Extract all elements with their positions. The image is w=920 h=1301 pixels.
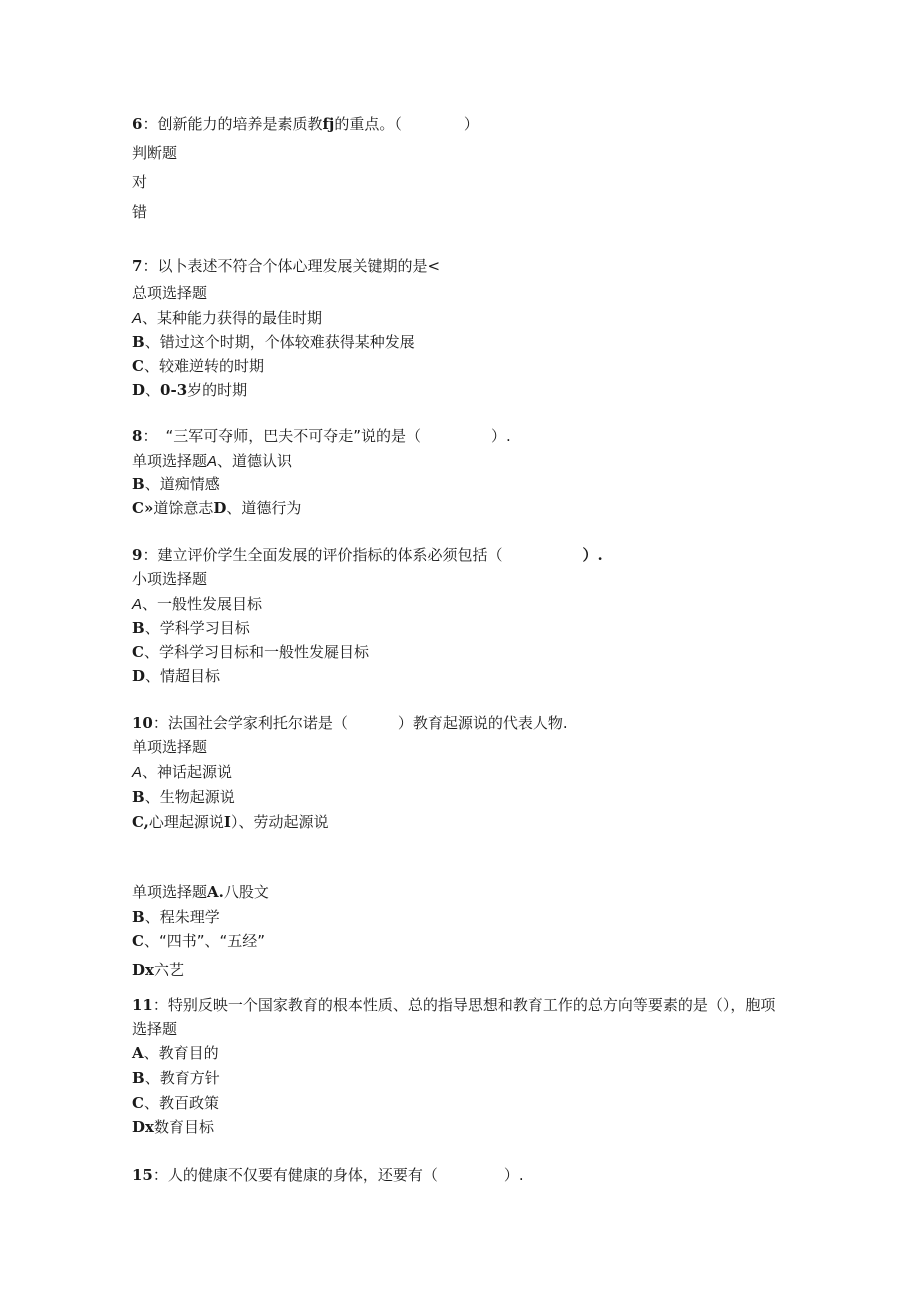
option-a: A、某种能力获得的最佳时期 (132, 309, 323, 327)
option-b: B、道痴情感 (132, 475, 220, 493)
option-true: 对 (132, 173, 148, 191)
option-d: Dx六艺 (132, 961, 184, 979)
question-type: 小项选择题 (132, 570, 208, 588)
option-false: 错 (132, 203, 148, 221)
option-c: C、教百政策 (132, 1094, 219, 1112)
question-number: 6 (132, 115, 143, 133)
option-c-and-d: C»道馀意志D、道德行为 (132, 499, 302, 517)
question-9-stem: 9：建立评价学生全面发展的评价指标的体系必须包括（ ）. (132, 546, 603, 564)
option-d: D、0-3岁的时期 (132, 381, 248, 399)
option-a: A、一般性发展目标 (132, 595, 263, 613)
question-type: 总项选择题 (132, 284, 208, 302)
option-a: A、神话起源说 (132, 763, 233, 781)
question-7-stem: 7：以卜表述不符合个体心理发展关键期的是< (132, 257, 441, 275)
option-b: B、错过这个时期，个体较难获得某种发展 (132, 333, 415, 351)
option-c: C、学科学习目标和一般性发屣目标 (132, 643, 369, 661)
question-type: 单项选择题 (132, 738, 208, 756)
option-d: D、情超目标 (132, 667, 221, 685)
option-b: B、学科学习目标 (132, 619, 250, 637)
option-b: B、程朱理学 (132, 908, 220, 926)
option-b: B、教育方针 (132, 1069, 220, 1087)
option-c-and-d: C,心理起源说I）、劳动起源说 (132, 813, 329, 831)
option-c: C、“四书”、“五经” (132, 932, 266, 950)
question-type: 判断题 (132, 144, 178, 162)
question-type-with-option-a: 单项选择题A.八股文 (132, 883, 269, 901)
question-6-stem: 6：创新能力的培养是素质教fj的重点。（ ） (132, 115, 479, 133)
question-type-with-option-a: 单项选择题A、道德认识 (132, 452, 293, 470)
question-11-stem: 11：特别反映一个国家教育的根本性质、总的指导思想和教育工作的总方向等要素的是（），胞项 (132, 996, 776, 1014)
question-text: 创新能力的培养是素质教 (157, 115, 323, 133)
question-15-stem: 15：人的健康不仅要有健康的身体，还要有（ ）. (132, 1166, 524, 1184)
option-d: Dx数育目标 (132, 1118, 214, 1136)
option-a: A、教育目的 (132, 1044, 219, 1062)
option-b: B、生物起源说 (132, 788, 235, 806)
question-11-stem-continued: 选择题 (132, 1020, 178, 1038)
question-8-stem: 8： “三军可夺师，巴夫不可夺走”说的是（ ）. (132, 427, 511, 445)
option-c: C、较难逆转的时期 (132, 357, 264, 375)
question-10-stem: 10：法国社会学家利托尔诺是（ ）教育起源说的代表人物. (132, 714, 568, 732)
